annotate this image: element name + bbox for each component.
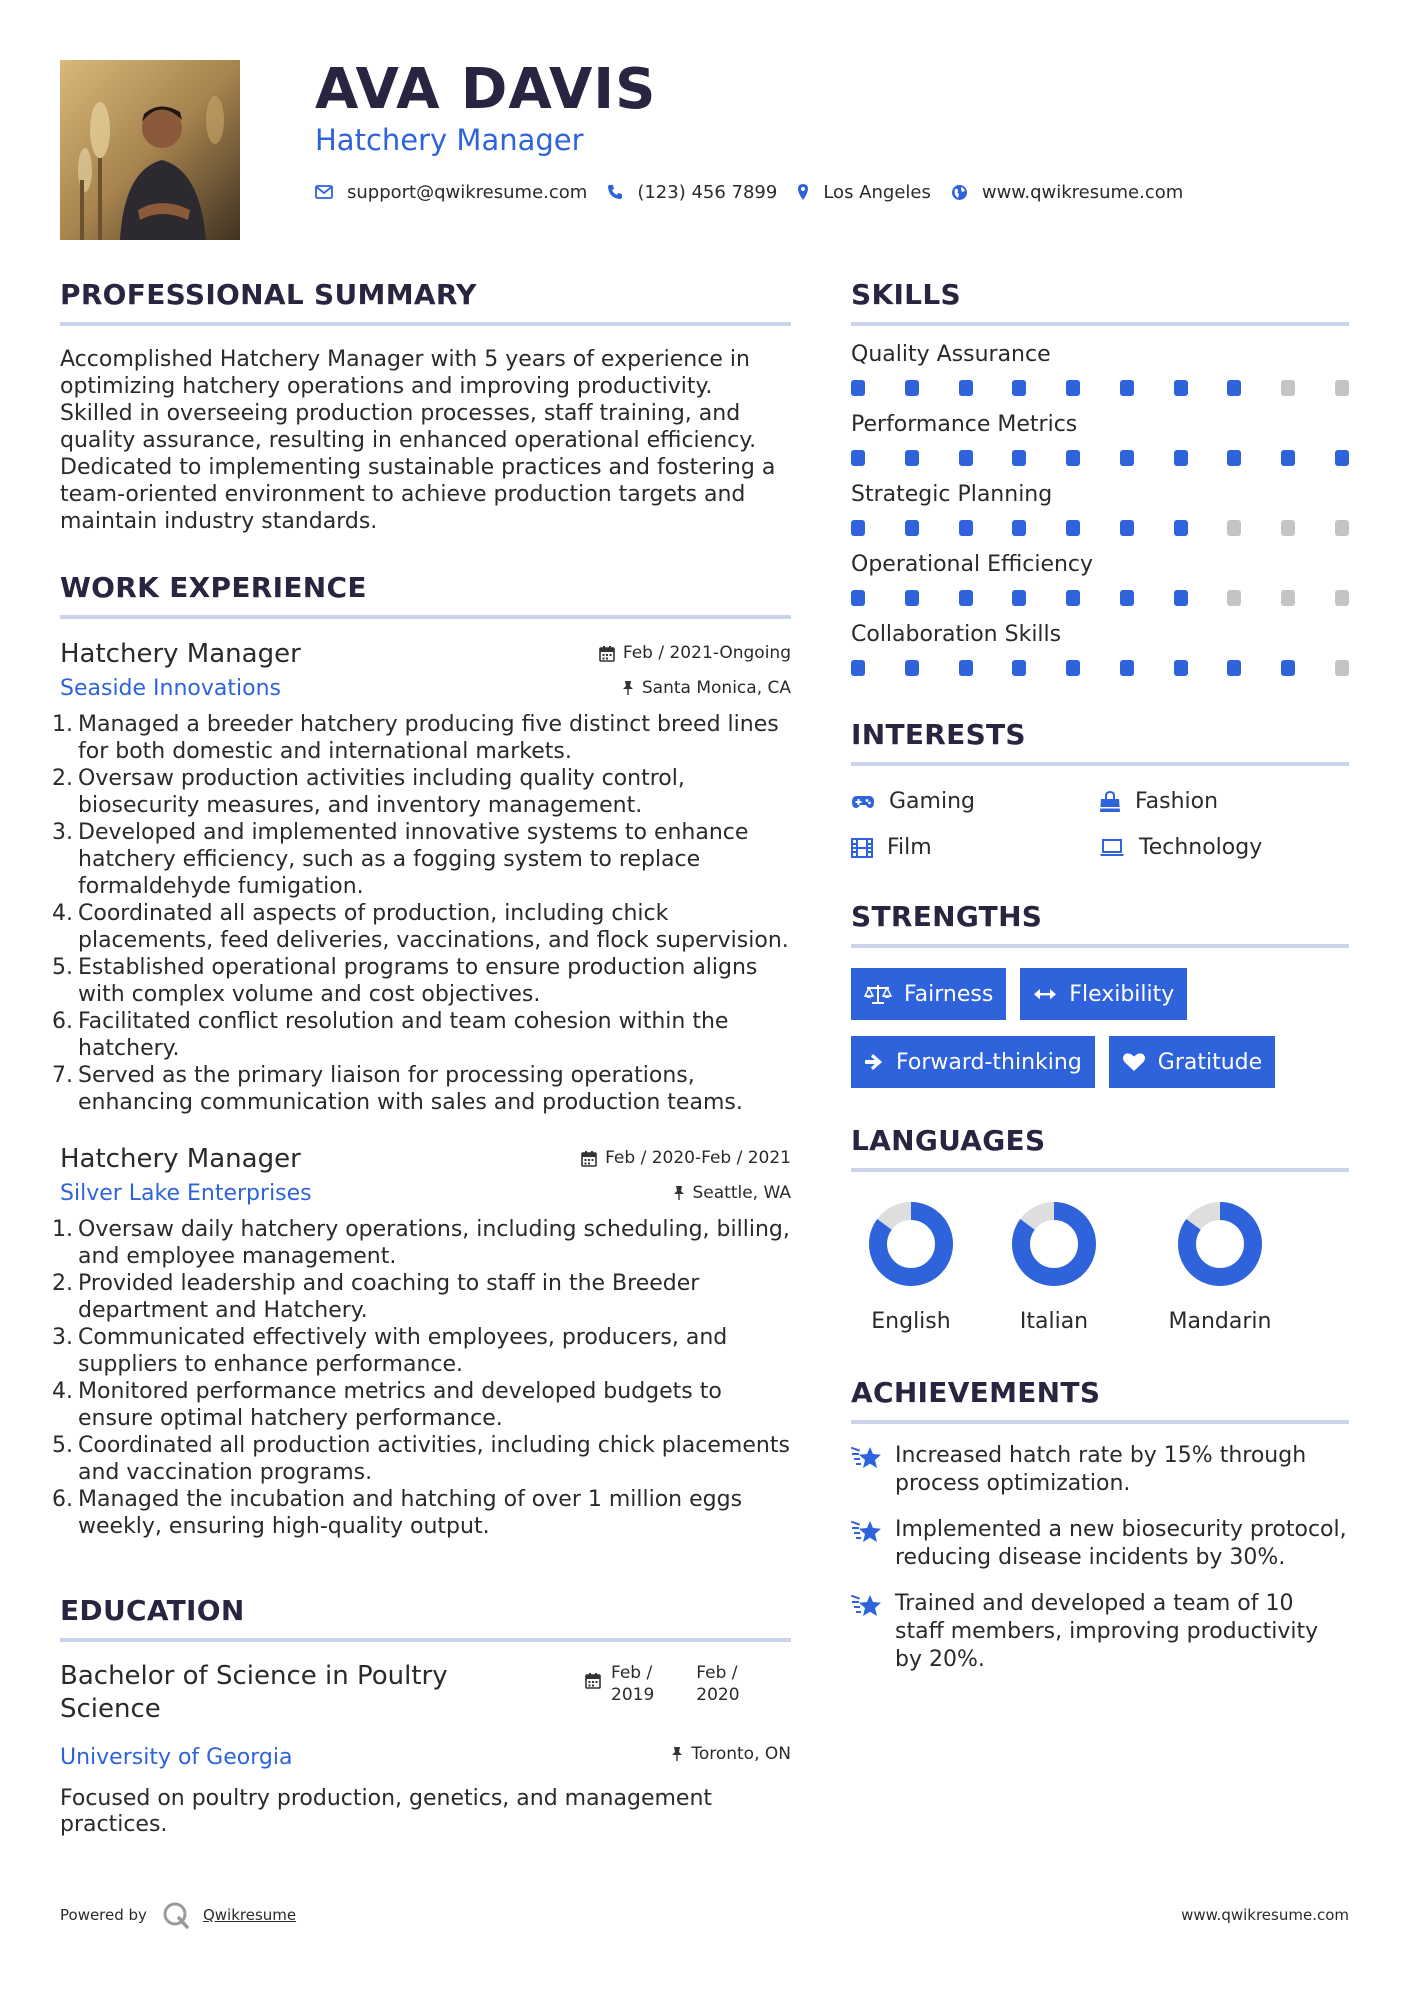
skill-dot [1281, 520, 1295, 536]
bullet-number: 4. [52, 901, 73, 926]
arrow-right-icon [864, 1053, 884, 1071]
skill-dot [1066, 380, 1080, 396]
job-bullet [52, 1486, 791, 1540]
achievement-item [851, 1516, 1349, 1572]
bullet-text: Oversaw daily hatchery operations, including scheduling, billing, and employee management. [78, 1217, 790, 1269]
bullet-text: Provided leadership and coaching to staff in the Breeder department and Hatchery. [78, 1271, 700, 1323]
language-name: Italian [1019, 1309, 1089, 1334]
skill-dot [1120, 590, 1134, 606]
skill-dot [1335, 590, 1349, 606]
language-level-ring [1012, 1202, 1096, 1286]
start-date [611, 1662, 654, 1706]
language-level-ring [869, 1202, 953, 1286]
job-header [60, 1142, 791, 1208]
summary-text: Accomplished Hatchery Manager with 5 years of experience in optimizing hatchery operations and improving productivity. Skilled in overseeing production processes, staff training, and quality assurance, resulting in enhanced operational efficiency. Dedicated to implementing sustainable practices and fostering a team-oriented environment to achieve production targets and maintain industry standards. [60, 347, 776, 534]
skill-dot [1066, 590, 1080, 606]
bullet-number: 6. [52, 1487, 73, 1512]
skill-name: Strategic Planning [851, 482, 1053, 507]
skill-rating [851, 380, 1349, 396]
qwikresume-logo-icon [161, 1900, 191, 1930]
bullet-text: Coordinated all production activities, including chick placements and vaccination programs. [78, 1433, 790, 1485]
job-date [581, 1148, 791, 1168]
strength-chip [1020, 968, 1187, 1020]
contact-location [797, 182, 931, 203]
skill-name: Performance Metrics [851, 412, 1078, 437]
calendar-icon [599, 645, 615, 662]
skill-rating [851, 660, 1349, 676]
footer-website[interactable]: www.qwikresume.com [1181, 1906, 1349, 1924]
strengths-heading: STRENGTHS [851, 894, 1349, 948]
bullet-text: Communicated effectively with employees, producers, and suppliers to enhance performance. [78, 1325, 728, 1377]
candidate-role: Hatchery Manager [315, 123, 584, 157]
bullet-number: 3. [52, 820, 73, 845]
interest-label: Technology [1139, 835, 1263, 860]
skill-dot [1281, 380, 1295, 396]
end-date [696, 1662, 739, 1706]
strength-label: Forward-thinking [896, 1049, 1082, 1075]
skill-item [851, 340, 1349, 396]
website-text: www.qwikresume.com [981, 181, 1184, 203]
arrows-horizontal-icon [1033, 988, 1057, 1000]
phone-icon [607, 184, 623, 200]
bullet-number: 5. [52, 955, 73, 980]
film-icon [851, 838, 873, 858]
education-location-text: Toronto, ON [691, 1744, 791, 1764]
bullet-number: 6. [52, 1009, 73, 1034]
envelope-icon [315, 185, 333, 199]
job-bullet [52, 1062, 791, 1116]
contact-phone[interactable] [607, 182, 777, 203]
email-text: support@qwikresume.com [347, 181, 588, 203]
skill-dot [1174, 520, 1188, 536]
skill-dot [1227, 520, 1241, 536]
job-bullet [52, 765, 791, 819]
skill-name: Quality Assurance [851, 342, 1051, 367]
education-location [671, 1744, 791, 1764]
interests-heading: INTERESTS [851, 712, 1349, 766]
job-bullet [52, 1432, 791, 1486]
skill-dot [959, 660, 973, 676]
bullet-text: Served as the primary liaison for processing operations, enhancing communication with sales and production teams. [78, 1063, 743, 1115]
interest-label: Gaming [889, 789, 975, 814]
bullet-number: 2. [52, 1271, 73, 1296]
interest-item [851, 832, 1099, 864]
job-bullet [52, 954, 791, 1008]
job-date-text: Feb / 2020-Feb / 2021 [605, 1148, 791, 1168]
job-date [599, 643, 791, 663]
skill-item [851, 410, 1349, 466]
job-list [52, 637, 791, 1540]
strength-list [851, 968, 1349, 1088]
strength-chip [851, 1036, 1095, 1088]
bullet-text: Oversaw production activities including quality control, biosecurity measures, and inventory management. [78, 766, 685, 818]
right-column [851, 272, 1349, 1674]
skill-dot [905, 380, 919, 396]
skill-dot [1174, 380, 1188, 396]
job-header [60, 637, 791, 703]
skill-dot [1227, 590, 1241, 606]
skill-dot [1335, 450, 1349, 466]
strength-label: Flexibility [1069, 981, 1175, 1007]
skill-rating [851, 590, 1349, 606]
job-company: Silver Lake Enterprises [60, 1181, 312, 1206]
language-item [971, 1202, 1137, 1336]
laptop-icon [1099, 839, 1125, 857]
pushpin-icon [622, 680, 634, 696]
skill-rating [851, 450, 1349, 466]
skill-dot [851, 590, 865, 606]
bullet-text: Developed and implemented innovative systems to enhance hatchery efficiency, such as a fogging system to replace formaldehyde fumigation. [78, 820, 749, 899]
skill-dot [959, 520, 973, 536]
skill-dot [1335, 380, 1349, 396]
star-badge-icon [851, 1592, 883, 1620]
job-location-text: Seattle, WA [692, 1183, 791, 1203]
star-badge-icon [851, 1518, 883, 1546]
job-location [673, 1183, 792, 1203]
skill-dot [1281, 590, 1295, 606]
skill-dot [1012, 380, 1026, 396]
balance-scale-icon [864, 983, 892, 1005]
skill-name: Collaboration Skills [851, 622, 1062, 647]
bullet-text: Facilitated conflict resolution and team cohesion within the hatchery. [78, 1009, 729, 1061]
heart-icon [1122, 1052, 1146, 1072]
qwikresume-link[interactable]: Qwikresume [202, 1906, 297, 1924]
skill-dot [851, 520, 865, 536]
job-title: Hatchery Manager [60, 1144, 301, 1174]
start-month: Feb / [611, 1663, 653, 1683]
skill-dot [1174, 590, 1188, 606]
skill-item [851, 550, 1349, 606]
skill-dot [1012, 520, 1026, 536]
interest-label: Fashion [1135, 789, 1219, 814]
experience-heading: WORK EXPERIENCE [60, 565, 791, 619]
job-entry [52, 637, 791, 1116]
skill-dot [1227, 450, 1241, 466]
skill-dot [1174, 660, 1188, 676]
profile-photo [60, 60, 240, 240]
skill-dot [1281, 660, 1295, 676]
education-dates [585, 1662, 740, 1706]
interest-label: Film [887, 835, 932, 860]
job-bullet [52, 1008, 791, 1062]
skill-dot [905, 520, 919, 536]
education-entry [60, 1660, 791, 1782]
bullet-number: 2. [52, 766, 73, 791]
end-year: 2020 [696, 1685, 740, 1705]
skill-rating [851, 520, 1349, 536]
interest-item [1099, 832, 1349, 864]
skill-dot [1012, 660, 1026, 676]
skill-dot [1120, 450, 1134, 466]
strength-label: Fairness [904, 981, 994, 1007]
bullet-number: 1. [52, 1217, 73, 1242]
left-column [52, 272, 791, 1838]
language-list [851, 1202, 1349, 1336]
language-level-ring [1178, 1202, 1262, 1286]
languages-heading: LANGUAGES [851, 1118, 1349, 1172]
star-badge-icon [851, 1444, 883, 1472]
job-bullet [52, 1378, 791, 1432]
skill-dot [1227, 660, 1241, 676]
start-year: 2019 [611, 1685, 655, 1705]
skill-dot [1120, 380, 1134, 396]
bullet-number: 3. [52, 1325, 73, 1350]
degree-title: Bachelor of Science in Poultry Science [60, 1661, 448, 1724]
job-bullet [52, 819, 791, 900]
achievement-list [851, 1442, 1349, 1674]
map-marker-icon [797, 183, 809, 201]
job-bullet [52, 1216, 791, 1270]
skill-dot [905, 590, 919, 606]
job-title: Hatchery Manager [60, 639, 301, 669]
location-text: Los Angeles [823, 181, 931, 203]
interest-item [851, 786, 1099, 818]
interest-list [851, 786, 1349, 864]
bullet-number: 5. [52, 1433, 73, 1458]
skill-dot [1174, 450, 1188, 466]
job-date-text: Feb / 2021-Ongoing [622, 643, 791, 663]
bullet-number: 7. [52, 1063, 73, 1088]
skill-item [851, 480, 1349, 536]
skills-heading: SKILLS [851, 272, 1349, 326]
skill-name: Operational Efficiency [851, 552, 1094, 577]
achievements-heading: ACHIEVEMENTS [851, 1370, 1349, 1424]
calendar-icon [581, 1150, 597, 1167]
skill-dot [851, 380, 865, 396]
education-heading: EDUCATION [60, 1588, 791, 1642]
contact-bar [315, 178, 1203, 206]
language-item [851, 1202, 971, 1336]
skill-dot [1335, 660, 1349, 676]
job-bullets [52, 711, 791, 1116]
skill-dot [1281, 450, 1295, 466]
pushpin-icon [671, 1746, 683, 1762]
skill-dot [905, 660, 919, 676]
gamepad-icon [851, 794, 875, 810]
job-location [622, 678, 791, 698]
phone-text: (123) 456 7899 [637, 181, 778, 203]
interest-item [1099, 786, 1349, 818]
achievement-text: Increased hatch rate by 15% through process optimization. [895, 1443, 1307, 1496]
job-bullet [52, 1324, 791, 1378]
skill-dot [1335, 520, 1349, 536]
skill-dot [905, 450, 919, 466]
bullet-text: Managed the incubation and hatching of over 1 million eggs weekly, ensuring high-quality output. [78, 1487, 743, 1539]
skill-dot [1066, 660, 1080, 676]
pushpin-icon [673, 1185, 685, 1201]
bullet-number: 4. [52, 1379, 73, 1404]
job-bullets [52, 1216, 791, 1540]
achievement-item [851, 1442, 1349, 1498]
calendar-icon [585, 1672, 601, 1689]
job-bullet [52, 1270, 791, 1324]
contact-website[interactable] [951, 182, 1183, 203]
skill-dot [1012, 450, 1026, 466]
language-name: English [871, 1309, 951, 1334]
bullet-text: Coordinated all aspects of production, including chick placements, feed deliveries, vaccinations, and flock supervision. [78, 901, 789, 953]
job-bullet [52, 900, 791, 954]
strength-chip [851, 968, 1006, 1020]
skill-dot [1066, 520, 1080, 536]
bullet-text: Monitored performance metrics and developed budgets to ensure optimal hatchery performance. [78, 1379, 722, 1431]
strength-label: Gratitude [1157, 1049, 1263, 1075]
strength-chip [1109, 1036, 1275, 1088]
skill-dot [959, 450, 973, 466]
achievement-text: Implemented a new biosecurity protocol, reducing disease incidents by 30%. [895, 1517, 1347, 1570]
job-location-text: Santa Monica, CA [641, 678, 791, 698]
skill-dot [851, 450, 865, 466]
footer-powered-by [60, 1900, 296, 1930]
achievement-text: Trained and developed a team of 10 staff members, improving productivity by 20%. [895, 1591, 1319, 1672]
education-description: Focused on poultry production, genetics, and management practices. [60, 1786, 713, 1837]
job-company: Seaside Innovations [60, 676, 281, 701]
shopping-bag-icon [1099, 791, 1121, 813]
skill-dot [1120, 660, 1134, 676]
skill-dot [959, 380, 973, 396]
language-name: Mandarin [1168, 1309, 1272, 1334]
powered-by-label: Powered by [60, 1906, 147, 1924]
skill-item [851, 620, 1349, 676]
bullet-text: Managed a breeder hatchery producing five distinct breed lines for both domestic and international markets. [78, 712, 779, 764]
skill-dot [1012, 590, 1026, 606]
candidate-name: AVA DAVIS [315, 57, 657, 122]
globe-icon [951, 184, 968, 201]
contact-email[interactable] [315, 182, 587, 203]
bullet-number: 1. [52, 712, 73, 737]
skill-dot [1066, 450, 1080, 466]
summary-heading: PROFESSIONAL SUMMARY [60, 272, 791, 326]
bullet-text: Established operational programs to ensure production aligns with complex volume and cost objectives. [78, 955, 758, 1007]
skill-dot [1227, 380, 1241, 396]
skill-list [851, 340, 1349, 676]
skill-dot [1120, 520, 1134, 536]
job-entry [52, 1142, 791, 1540]
language-item [1137, 1202, 1303, 1336]
end-month: Feb / [696, 1663, 738, 1683]
skill-dot [959, 590, 973, 606]
achievement-item [851, 1590, 1349, 1674]
job-bullet [52, 711, 791, 765]
skill-dot [851, 660, 865, 676]
school-name: University of Georgia [60, 1745, 293, 1770]
